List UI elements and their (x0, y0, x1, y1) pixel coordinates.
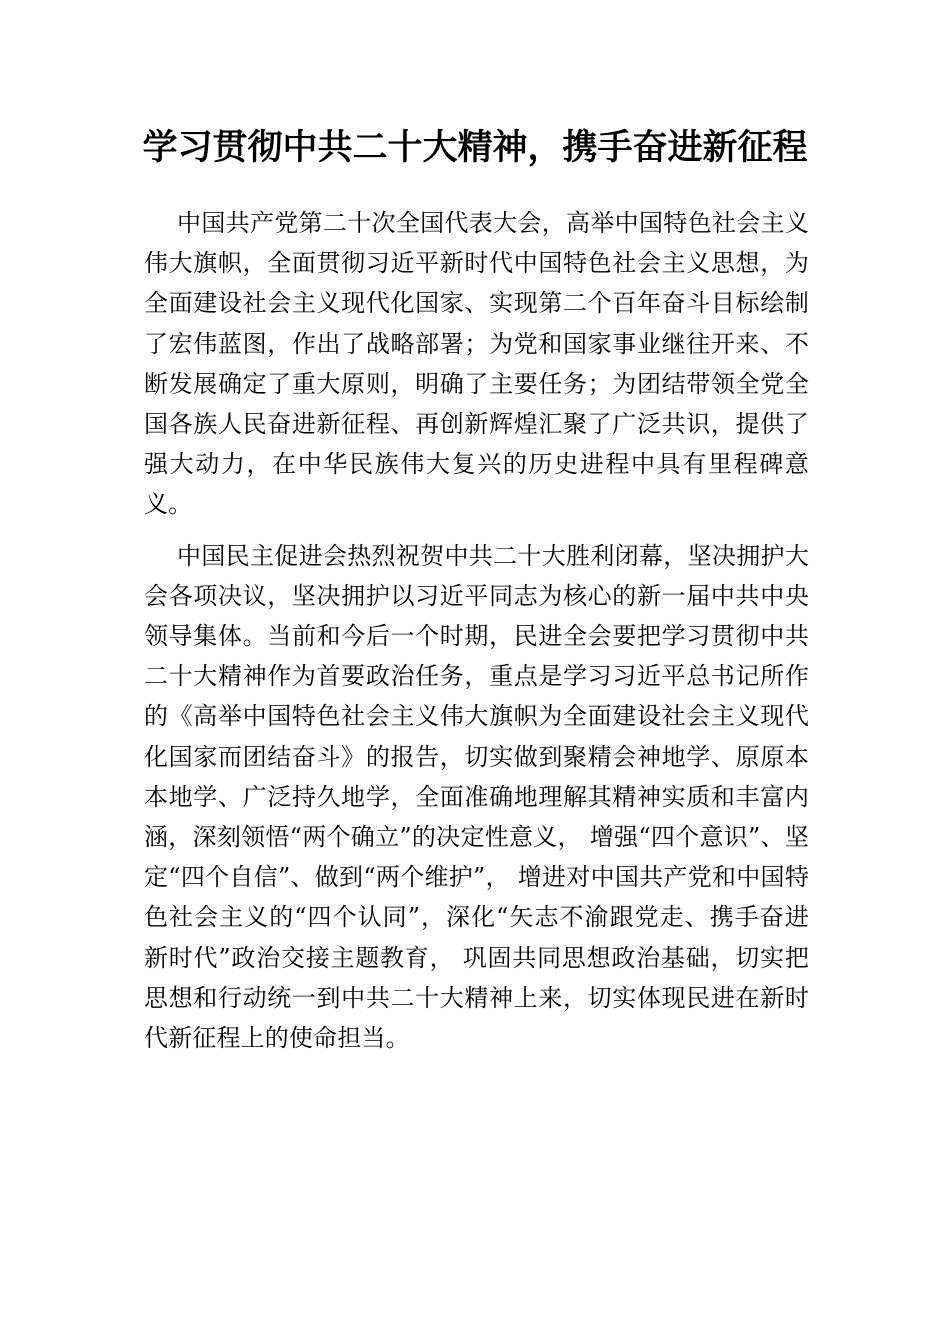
paragraph: 中国民主促进会热烈祝贺中共二十大胜利闭幕，坚决拥护大会各项决议，坚决拥护以习近平同志为核心的新一届中共中央领导集体。当前和今后一个时期，民进全会要把学习贯彻中共二十大精神作为首要政治任务，重点是学习习近平总书记所作的《高举中国特色社会主义伟大旗帜为全面建设社会主义现代化国家而团结奋斗》的报告，切实做到聚精会神地学、原原本本地学、广泛持久地学，全面准确地理解其精神实质和丰富内涵，深刻领悟“两个确立”的决定性意义， 增强“四个意识”、坚定“四个自信”、做到“两个维护”， 增进对中国共产党和中国特色社会主义的“四个认同”，深化“矢志不渝跟党走、携手奋进新时代”政治交接主题教育， 巩固共同思想政治基础，切实把思想和行动统一到中共二十大精神上来，切实体现民进在新时代新征程上的使命担当。 (144, 541, 809, 1053)
paragraph: 中国共产党第二十次全国代表大会，高举中国特色社会主义伟大旗帜，全面贯彻习近平新时代中国特色社会主义思想，为全面建设社会主义现代化国家、实现第二个百年奋斗目标绘制了宏伟蓝图，作出了战略部署；为党和国家事业继往开来、不断发展确定了重大原则，明确了主要任务；为团结带领全党全国各族人民奋进新征程、再创新辉煌汇聚了广泛共识，提供了强大动力，在中华民族伟大复兴的历史进程中具有里程碑意义。 (144, 209, 809, 519)
document-title: 学习贯彻中共二十大精神，携手奋进新征程 (142, 127, 808, 168)
document-body (144, 203, 809, 1058)
